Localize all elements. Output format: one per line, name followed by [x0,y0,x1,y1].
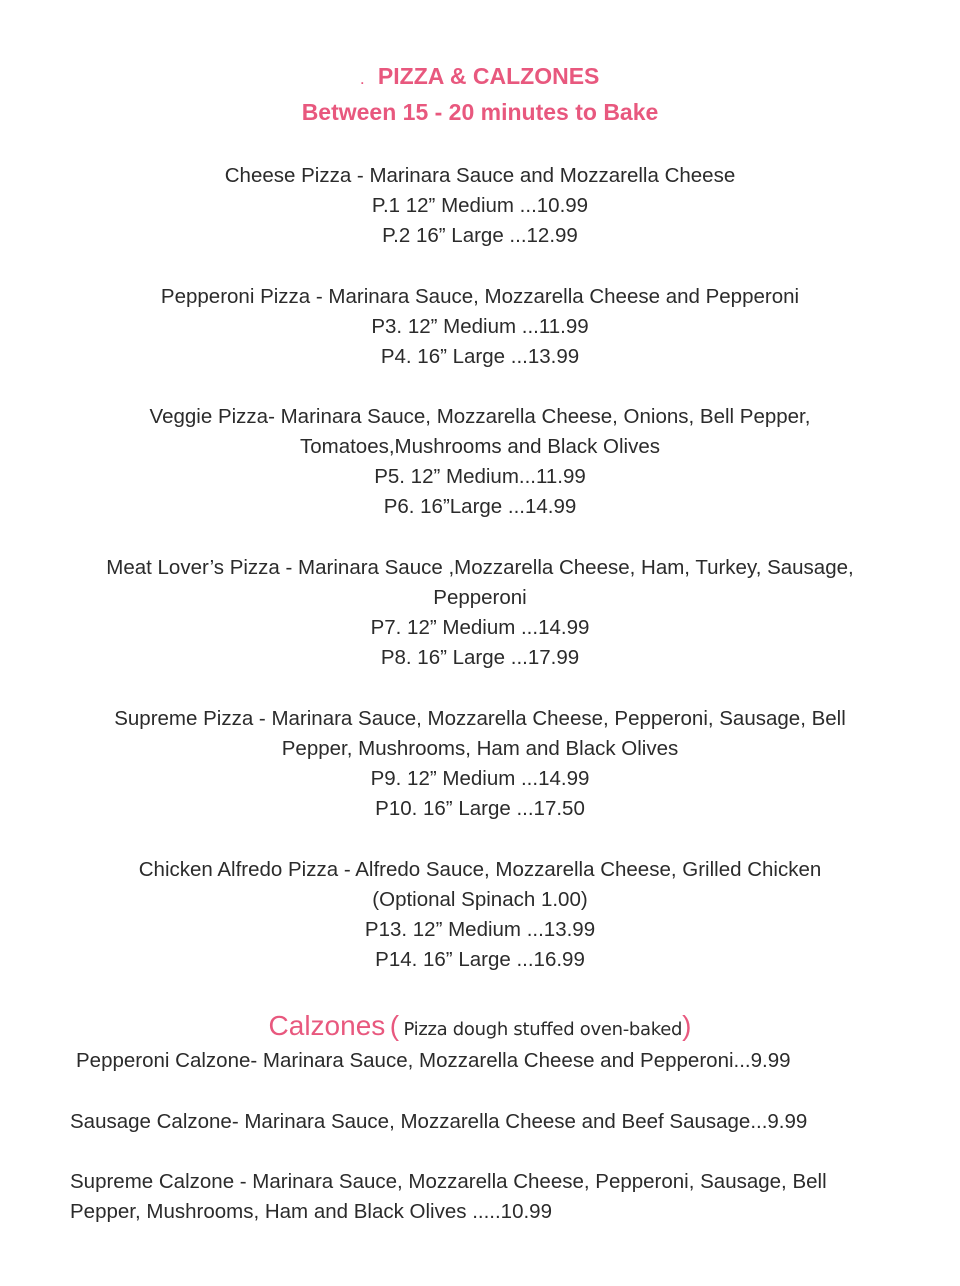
pizza-size-price: P6. 16”Large ...14.99 [383,495,577,518]
menu-title [0,61,960,95]
pizza-size-price: P8. 16” Large ...17.99 [380,646,580,669]
pizza-size-price: P7. 12” Medium ...14.99 [370,616,590,639]
calzone-item: Sausage Calzone- Marinara Sauce, Mozzarella Cheese and Beef Sausage...9.99 [70,1110,808,1133]
pizza-size-price: P.1 12” Medium ...10.99 [371,194,589,217]
title-mark: . [360,73,364,87]
menu-title-text: PIZZA & CALZONES [377,63,600,89]
pizza-size-price: P9. 12” Medium ...14.99 [370,767,590,790]
pizza-description: Pepperoni Pizza - Marinara Sauce, Mozzarella Cheese and Pepperoni [160,285,800,308]
pizza-size-price: P.2 16” Large ...12.99 [382,224,578,247]
calzones-heading [0,1008,960,1044]
pizza-size-price: P10. 16” Large ...17.50 [375,797,585,820]
calzones-subtitle: Pizza dough stuffed oven-baked [403,1019,683,1040]
pizza-size-price: P3. 12” Medium ...11.99 [371,315,589,338]
bake-time-subtitle: Between 15 - 20 minutes to Bake [301,99,659,125]
pizza-size-price: P13. 12” Medium ...13.99 [364,918,596,941]
pizza-description: Pepperoni [433,586,527,609]
calzones-title: Calzones [268,1010,386,1041]
pizza-description: Tomatoes,Mushrooms and Black Olives [299,435,661,458]
calzones-open-paren: ( [389,1010,400,1041]
pizza-description: Pepper, Mushrooms, Ham and Black Olives [281,737,679,760]
pizza-size-price: P4. 16” Large ...13.99 [380,345,580,368]
pizza-description: Meat Lover’s Pizza - Marinara Sauce ,Mozzarella Cheese, Ham, Turkey, Sausage, [106,556,854,579]
pizza-description: Cheese Pizza - Marinara Sauce and Mozzarella Cheese [224,164,736,187]
pizza-description: Supreme Pizza - Marinara Sauce, Mozzarella Cheese, Pepperoni, Sausage, Bell [114,707,846,730]
pizza-description: Chicken Alfredo Pizza - Alfredo Sauce, Mozzarella Cheese, Grilled Chicken [138,858,822,881]
pizza-description: Veggie Pizza- Marinara Sauce, Mozzarella Cheese, Onions, Bell Pepper, [149,405,811,428]
calzones-close-paren: ) [682,1010,692,1041]
pizza-size-price: P5. 12” Medium...11.99 [374,465,586,488]
pizza-size-price: P14. 16” Large ...16.99 [375,948,585,971]
calzone-item: Pepperoni Calzone- Marinara Sauce, Mozzarella Cheese and Pepperoni...9.99 [76,1049,791,1072]
calzone-item: Pepper, Mushrooms, Ham and Black Olives .....10.99 [70,1200,552,1223]
calzone-item: Supreme Calzone - Marinara Sauce, Mozzarella Cheese, Pepperoni, Sausage, Bell [70,1170,827,1193]
pizza-description: (Optional Spinach 1.00) [372,888,588,911]
